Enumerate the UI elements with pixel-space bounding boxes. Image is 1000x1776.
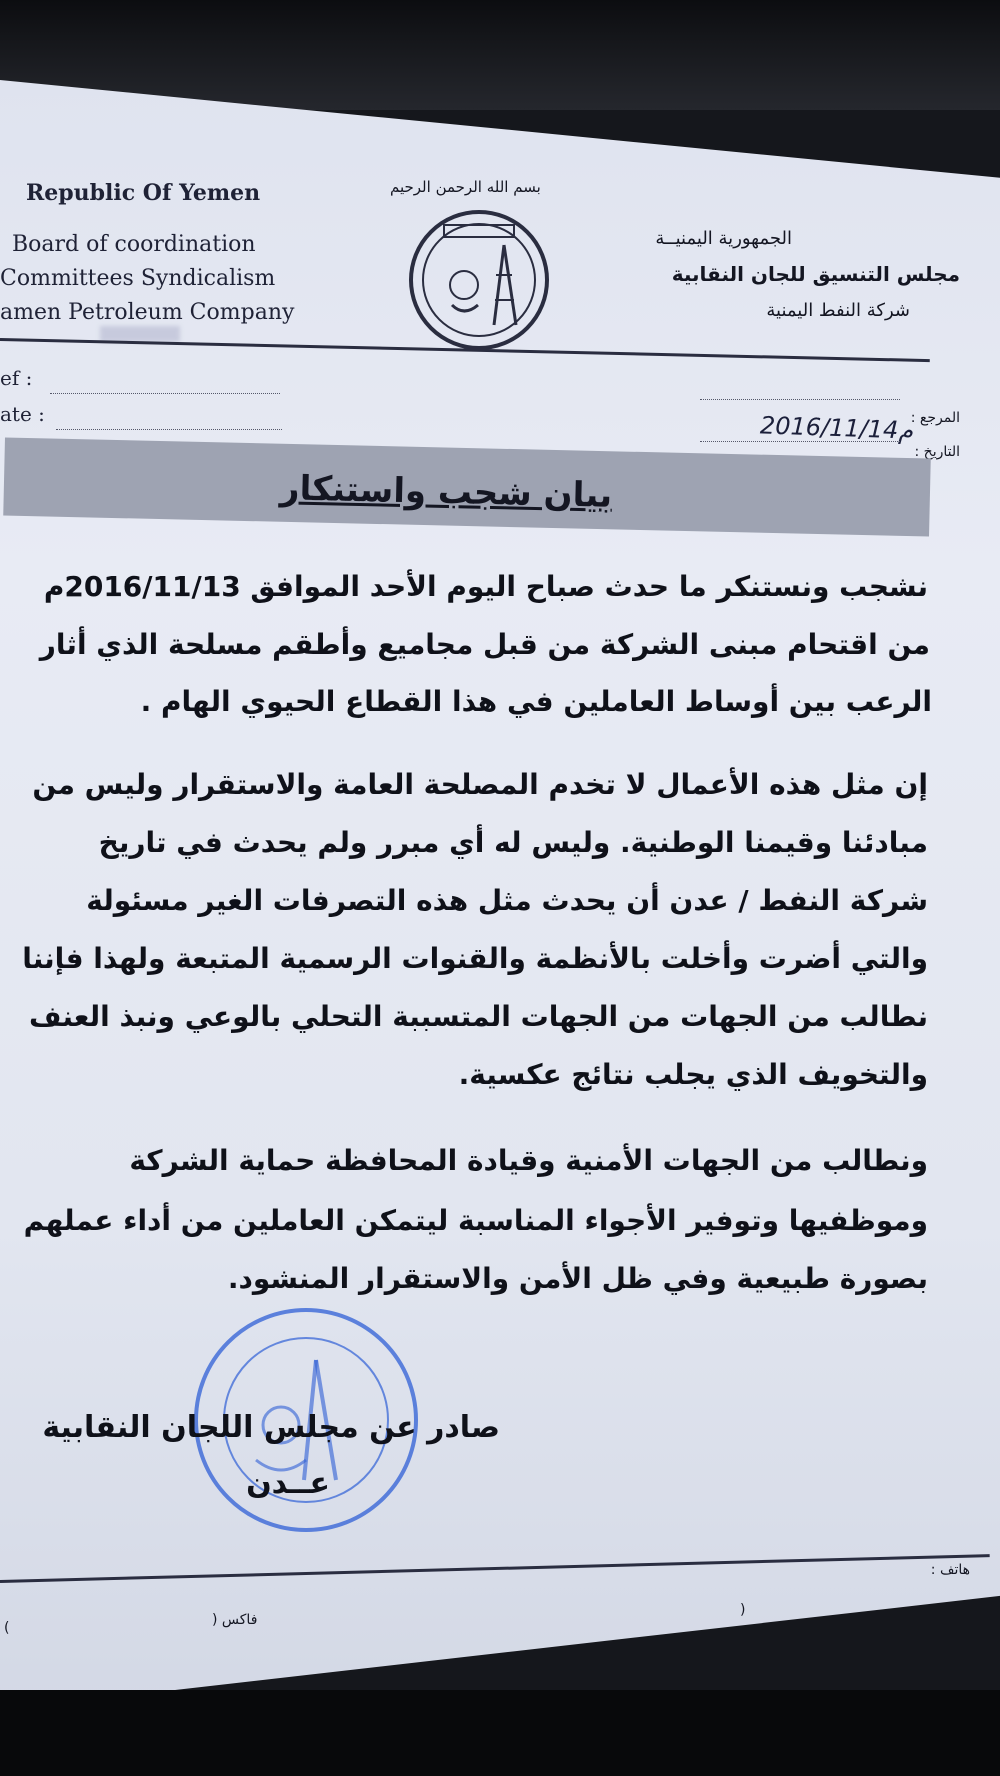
signature-line1: صادر عن مجلس اللجان النقابية [42,1410,500,1445]
body-line: إن مثل هذه الأعمال لا تخدم المصلحة العامة والاستقرار وليس من [32,768,928,801]
body-line: والتي أضرت وأخلت بالأنظمة والقنوات الرسمية المتبعة ولهذا فإننا [22,942,928,975]
company-logo [404,205,554,355]
body-line: نشجب ونستنكر ما حدث صباح اليوم الأحد الموافق 2016/11/13م [43,570,928,603]
ref-dotted-line [50,392,280,394]
date-value-handwritten: 2016/11/14م [759,411,914,445]
footer-phone-label: هاتف : [930,1562,970,1578]
footer-paren-left: ) [4,1620,10,1636]
header-arabic-line2: مجلس التنسيق للجان النقابية [671,262,960,286]
ref-ar-dotted-line [700,398,900,400]
ref-label-ar: المرجع : [910,410,960,426]
ref-label-en: ef : [0,366,33,390]
body-line: بصورة طبيعية وفي ظل الأمن والاستقرار المنشود. [227,1262,928,1295]
header-english-line4: amen Petroleum Company [0,300,295,325]
body-line: من اقتحام مبنى الشركة من قبل مجاميع وأطقم مسلحة الذي أثار [39,628,930,661]
body-line: مبادئنا وقيمنا الوطنية. وليس له أي مبرر ولم يحدث في تاريخ [98,826,928,859]
signature-line2: عــدن [246,1466,330,1501]
body-line: ونطالب من الجهات الأمنية وقيادة المحافظة حماية الشركة [129,1144,928,1177]
header-english-line2: Board of coordination [12,232,256,257]
background-bottom [0,1690,1000,1776]
footer-fax-label: فاكس ( [212,1612,258,1628]
date-dotted-line [56,428,282,430]
background-top [0,0,1000,110]
date-label-ar: التاريخ : [914,444,960,460]
subject-title: بيان شجب واستنكار [279,468,613,516]
footer-paren: ( [740,1602,746,1618]
body-line: شركة النفط / عدن أن يحدث مثل هذه التصرفات الغير مسئولة [86,884,928,917]
body-line: والتخويف الذي يجلب نتائج عكسية. [458,1058,928,1091]
body-line: نطالب من الجهات من الجهات المتسببة التحلي بالوعي ونبذ العنف [29,1000,928,1033]
header-arabic-line1: الجمهورية اليمنيــة [655,228,792,249]
header-arabic-line3: شركة النفط اليمنية [766,300,910,321]
basmala: بسم الله الرحمن الرحيم [390,178,541,196]
date-ar-dotted-line [700,440,900,442]
header-english-line3: Committees Syndicalism [0,266,276,291]
body-line: وموظفيها وتوفير الأجواء المناسبة ليتمكن العاملين من أداء عملهم [23,1204,928,1237]
body-line: الرعب بين أوساط العاملين في هذا القطاع الحيوي الهام . [140,685,932,718]
header-english-line1: Republic Of Yemen [26,180,261,206]
date-label-en: ate : [0,402,45,426]
